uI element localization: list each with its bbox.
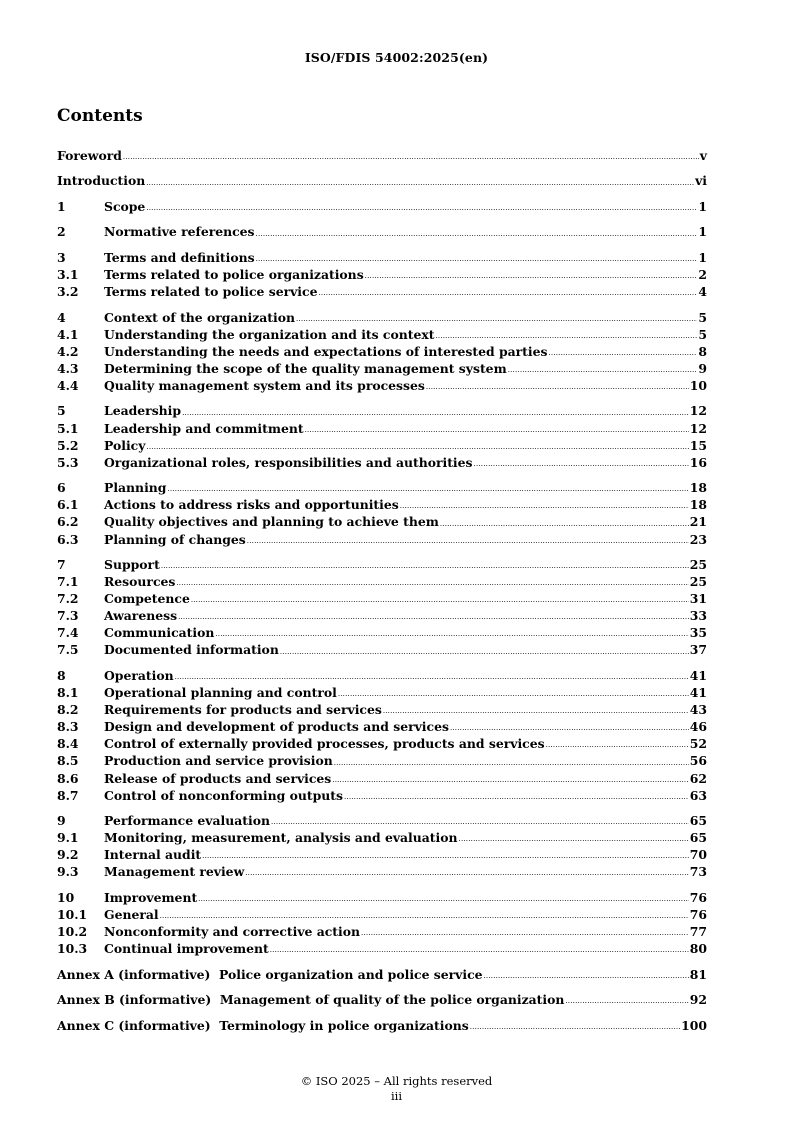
toc-spacer [57, 804, 707, 812]
toc-dot-leader [296, 316, 697, 326]
toc-entry[interactable] [57, 360, 707, 377]
toc-entry[interactable] [57, 906, 707, 923]
toc-entry-title: Quality objectives and planning to achieve them [104, 514, 439, 530]
toc-entry[interactable] [57, 573, 707, 590]
toc-spacer [57, 659, 707, 667]
toc-spacer [57, 164, 707, 172]
toc-entry-number: 2 [57, 224, 66, 240]
toc-dot-leader [161, 563, 689, 573]
toc-entry-page: 16 [689, 454, 707, 470]
toc-entry-title: Resources [104, 574, 176, 590]
toc-spacer [57, 880, 707, 888]
toc-dot-leader [440, 521, 689, 531]
toc-entry-title: Competence [104, 591, 190, 607]
toc-entry-page: 1 [698, 198, 707, 214]
toc-spacer [57, 190, 707, 198]
toc-entry-title: Foreword [57, 148, 122, 163]
toc-entry-page: 73 [689, 864, 707, 880]
toc-dot-leader [474, 461, 689, 471]
toc-entry-number: 6.1 [57, 497, 79, 513]
toc-dot-leader [383, 708, 689, 718]
toc-entry[interactable] [57, 641, 707, 658]
toc-entry-number: 9.3 [57, 864, 79, 880]
toc-dot-leader [271, 819, 689, 829]
toc-entry-title: Organizational roles, responsibilities and authorities [104, 454, 473, 470]
toc-entry-title: Requirements for products and services [104, 702, 382, 718]
toc-dot-leader [175, 674, 689, 684]
toc-entry-number: 10.1 [57, 906, 88, 922]
toc-entry-page: 76 [689, 889, 707, 905]
toc-entry-number: 5.3 [57, 454, 79, 470]
toc-entry-number: 4.4 [57, 377, 79, 393]
toc-dot-leader [450, 725, 689, 735]
toc-entry-number: 6.2 [57, 514, 79, 530]
toc-dot-leader [435, 333, 697, 343]
toc-spacer [57, 983, 707, 991]
toc-entry-page: 15 [689, 437, 707, 453]
toc-entry[interactable] [57, 812, 707, 829]
toc-entry-page: 1 [698, 224, 707, 240]
page-footer [0, 1074, 793, 1104]
toc-entry-number: 8.7 [57, 787, 79, 803]
toc-entry-page: 63 [689, 787, 707, 803]
toc-entry-title: Release of products and services [104, 770, 332, 786]
toc-dot-leader [160, 913, 689, 923]
toc-entry-page: 80 [689, 941, 707, 957]
toc-entry-page: 1 [698, 249, 707, 265]
toc-entry-page: 18 [689, 480, 707, 496]
toc-entry-title: Documented information [104, 642, 279, 658]
toc-entry[interactable] [57, 377, 707, 394]
toc-entry-title: Production and service provision [104, 753, 333, 769]
toc-entry-title: General [104, 906, 159, 922]
toc-entry-number: 10.2 [57, 924, 88, 940]
toc-dot-leader [361, 930, 689, 940]
toc-entry[interactable] [57, 283, 707, 300]
toc-entry-page: 76 [689, 906, 707, 922]
toc-entry-title: Normative references [104, 224, 255, 240]
toc-entry-page: 10 [689, 377, 707, 393]
toc-dot-leader [146, 180, 694, 190]
toc-entry-title: Improvement [104, 889, 198, 905]
toc-entry-number: 4.3 [57, 360, 79, 376]
toc-entry-title: Leadership [104, 403, 182, 419]
toc-entry-title: Context of the organization [104, 309, 295, 325]
toc-entry-number: 4.2 [57, 343, 79, 359]
toc-entry-title: Determining the scope of the quality management system [104, 360, 507, 376]
toc-entry-title: Awareness [104, 608, 178, 624]
toc-entry-page: 65 [689, 830, 707, 846]
toc-entry-title: Terms and definitions [104, 249, 255, 265]
toc-dot-leader [202, 853, 689, 863]
toc-entry-number: 8 [57, 667, 66, 683]
toc-entry-title: Scope [104, 198, 146, 214]
toc-entry-page: 33 [689, 608, 707, 624]
toc-entry-page: 100 [681, 1017, 707, 1033]
toc-entry-title: Actions to address risks and opportunities [104, 497, 399, 513]
toc-entry[interactable] [57, 496, 707, 513]
toc-dot-leader [215, 631, 688, 641]
toc-entry-title: Annex C (informative) Terminology in police organizations [57, 1017, 469, 1033]
toc-entry-title: Annex A (informative) Police organization and police service [57, 966, 483, 982]
toc-entry[interactable] [57, 326, 707, 343]
toc-entry-number: 8.2 [57, 702, 79, 718]
copyright-notice: © ISO 2025 – All rights reserved [300, 1074, 493, 1088]
toc-entry-title: Understanding the needs and expectations of interested parties [104, 343, 548, 359]
toc-dot-leader [123, 154, 699, 164]
toc-entry-title: Terms related to police service [104, 284, 318, 300]
toc-entry-title: Management review [104, 864, 245, 880]
toc-spacer [57, 300, 707, 308]
toc-entry-page: 12 [689, 403, 707, 419]
toc-dot-leader [484, 973, 689, 983]
toc-entry-page: 81 [689, 966, 707, 982]
toc-dot-leader [191, 597, 689, 607]
toc-dot-leader [198, 896, 689, 906]
toc-entry-page: 9 [698, 360, 707, 376]
toc-dot-leader [338, 691, 689, 701]
toc-entry-number: 5.2 [57, 437, 79, 453]
toc-entry-title: Terms related to police organizations [104, 267, 364, 283]
toc-entry[interactable] [57, 863, 707, 880]
toc-entry[interactable] [57, 829, 707, 846]
toc-entry-number: 10.3 [57, 941, 88, 957]
toc-entry[interactable] [57, 607, 707, 624]
toc-dot-leader [146, 205, 697, 215]
toc-entry[interactable] [57, 266, 707, 283]
toc-entry[interactable] [57, 479, 707, 496]
toc-entry-title: Support [104, 557, 160, 572]
toc-dot-leader [365, 273, 698, 283]
toc-entry[interactable] [57, 198, 707, 215]
toc-entry[interactable] [57, 940, 707, 957]
toc-entry-number: 4.1 [57, 326, 79, 342]
toc-entry-title: Internal audit [104, 847, 202, 863]
toc-entry-page: 65 [689, 813, 707, 829]
toc-entry-title: Communication [104, 625, 215, 641]
toc-dot-leader [182, 410, 689, 420]
toc-entry-number: 9.2 [57, 847, 79, 863]
toc-dot-leader [247, 538, 689, 548]
toc-entry-number: 7.5 [57, 642, 79, 658]
toc-entry[interactable] [57, 991, 707, 1008]
toc-entry-title: Annex B (informative) Management of quality of the police organization [57, 992, 565, 1008]
toc-spacer [57, 394, 707, 402]
toc-entry-title: Operation [104, 667, 174, 683]
toc-entry-title: Design and development of products and services [104, 719, 449, 735]
toc-entry-number: 8.3 [57, 719, 79, 735]
toc-entry-number: 7.1 [57, 574, 79, 590]
toc-entry-page: 77 [689, 924, 707, 940]
toc-entry[interactable] [57, 513, 707, 530]
toc-entry-title: Leadership and commitment [104, 420, 304, 436]
toc-entry-page: 43 [689, 702, 707, 718]
toc-entry[interactable] [57, 437, 707, 454]
toc-entry[interactable] [57, 531, 707, 548]
toc-entry-number: 4 [57, 309, 66, 325]
toc-dot-leader [176, 580, 688, 590]
toc-entry-number: 7.2 [57, 591, 79, 607]
toc-entry-number: 7.3 [57, 608, 79, 624]
toc-entry[interactable] [57, 624, 707, 641]
toc-entry-page: 31 [689, 591, 707, 607]
toc-dot-leader [400, 503, 689, 513]
toc-entry-title: Understanding the organization and its context [104, 326, 435, 342]
toc-entry-title: Continual improvement [104, 941, 269, 957]
toc-entry-number: 5 [57, 403, 66, 419]
toc-entry[interactable] [57, 787, 707, 804]
toc-spacer [57, 215, 707, 223]
toc-entry-number: 6.3 [57, 531, 79, 547]
toc-entry[interactable] [57, 684, 707, 701]
toc-entry-page: 41 [689, 685, 707, 701]
toc-entry[interactable] [57, 172, 707, 189]
toc-entry[interactable] [57, 343, 707, 360]
toc-entry[interactable] [57, 923, 707, 940]
toc-entry-page: 21 [689, 514, 707, 530]
toc-entry[interactable] [57, 147, 707, 164]
toc-entry-number: 8.1 [57, 685, 79, 701]
toc-entry-page: 25 [689, 574, 707, 590]
toc-entry-title: Control of nonconforming outputs [104, 787, 343, 803]
toc-dot-leader [146, 444, 688, 454]
toc-entry-number: 10 [57, 889, 75, 905]
toc-entry[interactable] [57, 701, 707, 718]
toc-entry[interactable] [57, 770, 707, 787]
toc-dot-leader [280, 649, 689, 659]
toc-dot-leader [344, 794, 689, 804]
toc-dot-leader [508, 367, 698, 377]
toc-entry[interactable] [57, 223, 707, 240]
toc-spacer [57, 241, 707, 249]
toc-entry[interactable] [57, 309, 707, 326]
toc-dot-leader [178, 614, 689, 624]
toc-dot-leader [334, 760, 689, 770]
toc-dot-leader [245, 870, 689, 880]
toc-entry-page: vi [695, 173, 707, 189]
toc-entry-title: Control of externally provided processes, products and services [104, 736, 545, 752]
toc-entry-page: 18 [689, 497, 707, 513]
toc-entry[interactable] [57, 735, 707, 752]
toc-spacer [57, 471, 707, 479]
toc-entry-page: 56 [689, 753, 707, 769]
toc-dot-leader [305, 427, 689, 437]
toc-entry-page: 5 [698, 326, 707, 342]
toc-entry-page: 23 [689, 531, 707, 547]
toc-entry[interactable] [57, 667, 707, 684]
toc-entry-page: 2 [698, 267, 707, 283]
toc-entry-title: Introduction [57, 173, 146, 189]
toc-entry-title: Policy [104, 437, 146, 453]
toc-dot-leader [426, 384, 689, 394]
toc-entry-number: 8.6 [57, 770, 79, 786]
toc-entry-number: 6 [57, 480, 66, 496]
toc-entry[interactable] [57, 889, 707, 906]
toc-entry-page: 12 [689, 420, 707, 436]
toc-entry-number: 9 [57, 813, 66, 829]
toc-entry-page: 35 [689, 625, 707, 641]
document-header: ISO/FDIS 54002:2025(en) [304, 50, 489, 65]
toc-entry-number: 8.5 [57, 753, 79, 769]
toc-entry-page: 5 [698, 309, 707, 325]
toc-spacer [57, 1008, 707, 1016]
toc-entry-number: 1 [57, 198, 66, 214]
toc-entry-page: 37 [689, 642, 707, 658]
toc-entry[interactable] [57, 718, 707, 735]
toc-entry-number: 3 [57, 249, 66, 265]
toc-dot-leader [459, 836, 689, 846]
contents-title: Contents [57, 106, 143, 126]
toc-entry-page: 25 [689, 557, 707, 572]
toc-entry-page: 46 [689, 719, 707, 735]
toc-entry-number: 3.2 [57, 284, 79, 300]
toc-dot-leader [470, 1024, 680, 1034]
toc-dot-leader [318, 290, 697, 300]
toc-entry-title: Performance evaluation [104, 813, 270, 829]
toc-dot-leader [256, 256, 698, 266]
toc-entry-page: 41 [689, 667, 707, 683]
toc-entry-page: 62 [689, 770, 707, 786]
toc-entry[interactable] [57, 752, 707, 769]
toc-entry-number: 5.1 [57, 420, 79, 436]
toc-entry[interactable] [57, 846, 707, 863]
toc-entry-title: Monitoring, measurement, analysis and evaluation [104, 830, 458, 846]
toc-entry[interactable] [57, 590, 707, 607]
toc-entry[interactable] [57, 1017, 707, 1034]
toc-dot-leader [546, 742, 689, 752]
page-number: iii [390, 1089, 403, 1103]
toc-entry-number: 3.1 [57, 267, 79, 283]
toc-entry-title: Nonconformity and corrective action [104, 924, 361, 940]
toc-entry-page: 4 [698, 284, 707, 300]
toc-dot-leader [167, 486, 688, 496]
toc-entry-title: Planning of changes [104, 531, 246, 547]
toc-entry-number: 7 [57, 557, 66, 572]
toc-dot-leader [270, 947, 689, 957]
toc-dot-leader [548, 350, 697, 360]
toc-spacer [57, 548, 707, 556]
toc-entry[interactable] [57, 249, 707, 266]
toc-entry[interactable] [57, 402, 707, 419]
toc-spacer [57, 957, 707, 965]
toc-entry-number: 7.4 [57, 625, 79, 641]
toc-entry[interactable] [57, 454, 707, 471]
table-of-contents [57, 147, 707, 1034]
toc-entry[interactable] [57, 966, 707, 983]
toc-dot-leader [332, 777, 688, 787]
toc-entry-page: 8 [698, 343, 707, 359]
toc-entry-title: Planning [104, 480, 167, 496]
toc-entry-title: Quality management system and its processes [104, 377, 425, 393]
toc-entry-number: 8.4 [57, 736, 79, 752]
toc-dot-leader [256, 231, 698, 241]
toc-dot-leader [565, 998, 688, 1008]
toc-entry-number: 9.1 [57, 830, 79, 846]
toc-entry-title: Operational planning and control [104, 685, 337, 701]
toc-entry-page: v [699, 148, 707, 163]
toc-entry-page: 52 [689, 736, 707, 752]
toc-entry-page: 70 [689, 847, 707, 863]
toc-entry[interactable] [57, 420, 707, 437]
toc-entry[interactable] [57, 556, 707, 573]
toc-entry-page: 92 [689, 992, 707, 1008]
